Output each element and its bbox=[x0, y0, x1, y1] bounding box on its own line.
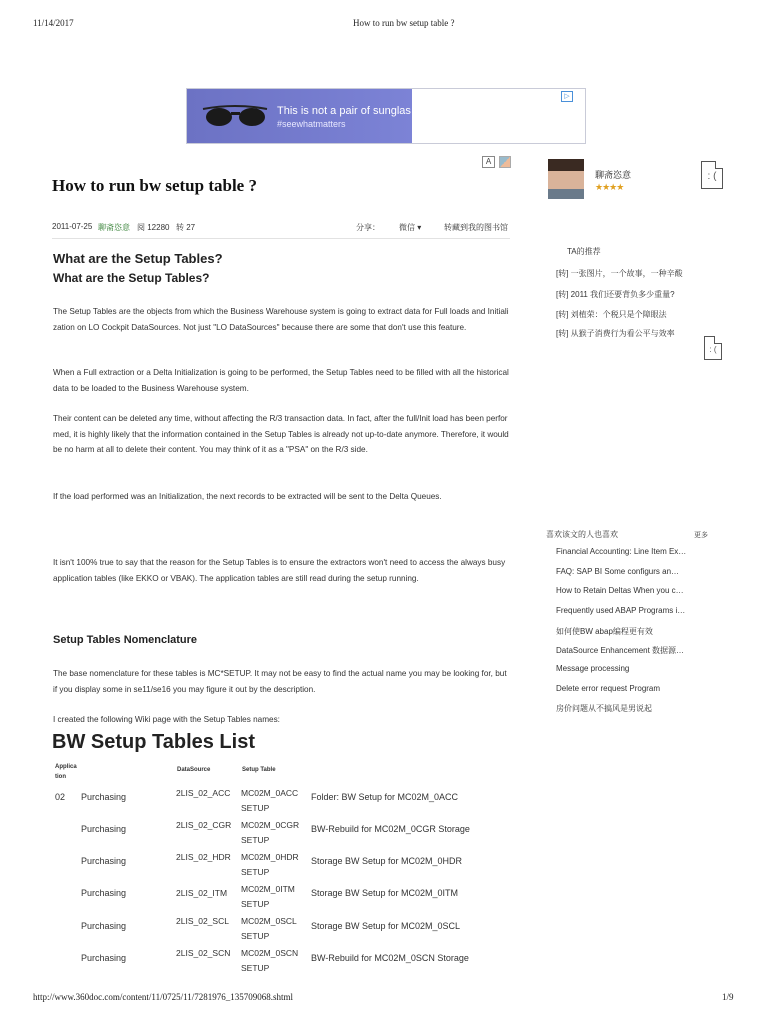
paragraph-6: The base nomenclature for these tables is MC*SETUP. It may not be easy to find the actual name you may be looking for, but if you display some in se11/se16 you may figure it out by the description. bbox=[53, 669, 507, 694]
sunglasses-icon bbox=[201, 103, 271, 133]
list-item[interactable]: 如何使BW abap编程更有效 bbox=[556, 627, 653, 636]
ad-banner[interactable] bbox=[186, 88, 586, 144]
meta-divider bbox=[52, 238, 510, 239]
col-header-datasource: DataSource bbox=[177, 767, 211, 773]
article-title: How to run bw setup table ? bbox=[52, 176, 257, 195]
cell-datasource: 2LIS_02_HDR bbox=[176, 852, 231, 862]
list-item[interactable]: Financial Accounting: Line Item Ex… bbox=[556, 547, 687, 556]
wechat-share-button[interactable] bbox=[399, 222, 421, 233]
list-item[interactable]: How to Retain Deltas When you c… bbox=[556, 586, 684, 595]
cell-area: Purchasing bbox=[81, 921, 127, 931]
cell-setup-table: MC02M_0HDR SETUP bbox=[241, 852, 299, 877]
cell-description: BW-Rebuild for MC02M_0SCN Storage bbox=[311, 953, 469, 963]
cell-app: 02 bbox=[55, 792, 66, 802]
col-header-application: Application bbox=[55, 764, 77, 780]
section-heading: What are the Setup Tables? bbox=[53, 251, 223, 266]
section-subheading: What are the Setup Tables? bbox=[53, 271, 210, 285]
cell-description: Folder: BW Setup for MC02M_0ACC bbox=[311, 792, 459, 802]
paragraph-7: I created the following Wiki page with the Setup Tables names: bbox=[53, 715, 280, 724]
cell-setup-table: MC02M_0CGR SETUP bbox=[241, 820, 300, 845]
list-item[interactable]: [转] 一张图片，一个故事，一种辛酸 bbox=[556, 269, 683, 278]
author-avatar[interactable] bbox=[548, 159, 584, 199]
col-header-setup-table: Setup Table bbox=[242, 767, 276, 773]
paragraph-4: If the load performed was an Initialization, the next records to be extracted will be sent to the Delta Queues. bbox=[53, 492, 442, 501]
list-item[interactable]: FAQ: SAP BI Some configurs an… bbox=[556, 567, 680, 576]
cell-area: Purchasing bbox=[81, 888, 127, 898]
cell-setup-table: MC02M_0ACC SETUP bbox=[241, 788, 299, 813]
also-liked-title: 喜欢该文的人也喜欢 bbox=[546, 530, 618, 539]
wechat-label: 微信 bbox=[399, 223, 415, 232]
cell-description: BW-Rebuild for MC02M_0CGR Storage bbox=[311, 824, 470, 834]
cell-description: Storage BW Setup for MC02M_0SCL bbox=[311, 921, 461, 931]
theme-icon[interactable] bbox=[499, 156, 511, 168]
print-date: 11/14/2017 bbox=[33, 18, 74, 28]
list-item[interactable]: [转] 刘植荣：个税只是个障眼法 bbox=[556, 310, 667, 319]
ad-headline: This is not a pair of sunglas bbox=[277, 105, 411, 117]
author-rating-stars: ★★★★ bbox=[595, 182, 624, 192]
list-item[interactable]: Frequently used ABAP Programs i… bbox=[556, 606, 686, 615]
ad-image bbox=[187, 89, 412, 143]
list-item[interactable]: Delete error request Program bbox=[556, 684, 661, 693]
repost-count: 转 27 bbox=[176, 223, 196, 232]
document-sad-icon: : ( bbox=[701, 161, 723, 189]
cell-datasource: 2LIS_02_SCN bbox=[176, 948, 231, 958]
cell-description: Storage BW Setup for MC02M_0ITM bbox=[311, 888, 459, 898]
list-item[interactable]: [转] 从猴子消费行为看公平与效率 bbox=[556, 329, 675, 338]
paragraph-5: It isn't 100% true to say that the reason for the Setup Tables is to ensure the extractors won't need to access the always busy application tables (like EKKO or VBAK). The application tables are still read during the setup running. bbox=[53, 558, 506, 583]
paragraph-3: Their content can be deleted any time, without affecting the R/3 transaction data. In fact, after the full/Init load has been performed, it is highly likely that the information contained in the Setup Tables is already not up-to-date anymore. Therefore, it would be no harm at all to delete their content. You may think of it as a "PSA" on the R/3 side. bbox=[53, 414, 509, 454]
cell-area: Purchasing bbox=[81, 856, 127, 866]
list-item[interactable]: [转] 2011 我们还要背负多少重量? bbox=[556, 290, 675, 299]
setup-tables-list-heading: BW Setup Tables List bbox=[52, 731, 255, 753]
print-page-title: How to run bw setup table ? bbox=[353, 18, 455, 28]
cell-setup-table: MC02M_0SCL SETUP bbox=[241, 916, 297, 941]
cell-datasource: 2LIS_02_SCL bbox=[176, 916, 229, 926]
cell-description: Storage BW Setup for MC02M_0HDR bbox=[311, 856, 463, 866]
cell-datasource: 2LIS_02_ACC bbox=[176, 788, 231, 798]
ad-choices-icon[interactable]: ▷ bbox=[561, 91, 573, 102]
cell-area: Purchasing bbox=[81, 953, 127, 963]
article-date: 2011-07-25 bbox=[52, 222, 93, 231]
cell-setup-table: MC02M_0SCN SETUP bbox=[241, 948, 299, 973]
read-count: 阅 12280 bbox=[137, 223, 170, 232]
author-link[interactable]: 聊斋恣意 bbox=[98, 223, 130, 232]
save-to-library-link[interactable]: 转藏到我的图书馆 bbox=[444, 223, 508, 232]
cell-datasource: 2LIS_02_ITM bbox=[176, 888, 228, 898]
font-size-button[interactable]: A bbox=[482, 156, 495, 168]
paragraph-1: The Setup Tables are the objects from which the Business Warehouse system is going to extract data for Full loads and Initialization on LO Cockpit DataSources. Not just "LO DataSources" because there are some that don't use this feature. bbox=[53, 307, 509, 332]
list-item[interactable]: 房价问题从不搞风是男说起 bbox=[556, 704, 652, 713]
cell-setup-table: MC02M_0ITM SETUP bbox=[241, 884, 295, 909]
cell-area: Purchasing bbox=[81, 792, 127, 802]
nomenclature-heading: Setup Tables Nomenclature bbox=[53, 634, 198, 646]
cell-datasource: 2LIS_02_CGR bbox=[176, 820, 232, 830]
print-page-number: 1/9 bbox=[722, 992, 734, 1002]
share-label: 分享： bbox=[356, 223, 380, 232]
caret-down-icon: ▾ bbox=[417, 223, 422, 232]
more-link[interactable]: 更多 bbox=[694, 532, 708, 539]
cell-area: Purchasing bbox=[81, 824, 127, 834]
ta-recommend-title: TA的推荐 bbox=[567, 247, 601, 256]
document-sad-icon: : ( bbox=[704, 336, 722, 360]
sidebar-author-name[interactable]: 聊斋恣意 bbox=[595, 170, 632, 180]
ad-hashtag: #seewhatmatters bbox=[277, 119, 346, 129]
print-url: http://www.360doc.com/content/11/0725/11/7281976_135709068.shtml bbox=[33, 992, 293, 1002]
paragraph-2: When a Full extraction or a Delta Initialization is going to be performed, the Setup Tables need to be filled with all the historical data to be loaded to the Business Warehouse system. bbox=[53, 368, 509, 393]
list-item[interactable]: Message processing bbox=[556, 664, 630, 673]
list-item[interactable]: DataSource Enhancement 数据源… bbox=[556, 646, 685, 655]
